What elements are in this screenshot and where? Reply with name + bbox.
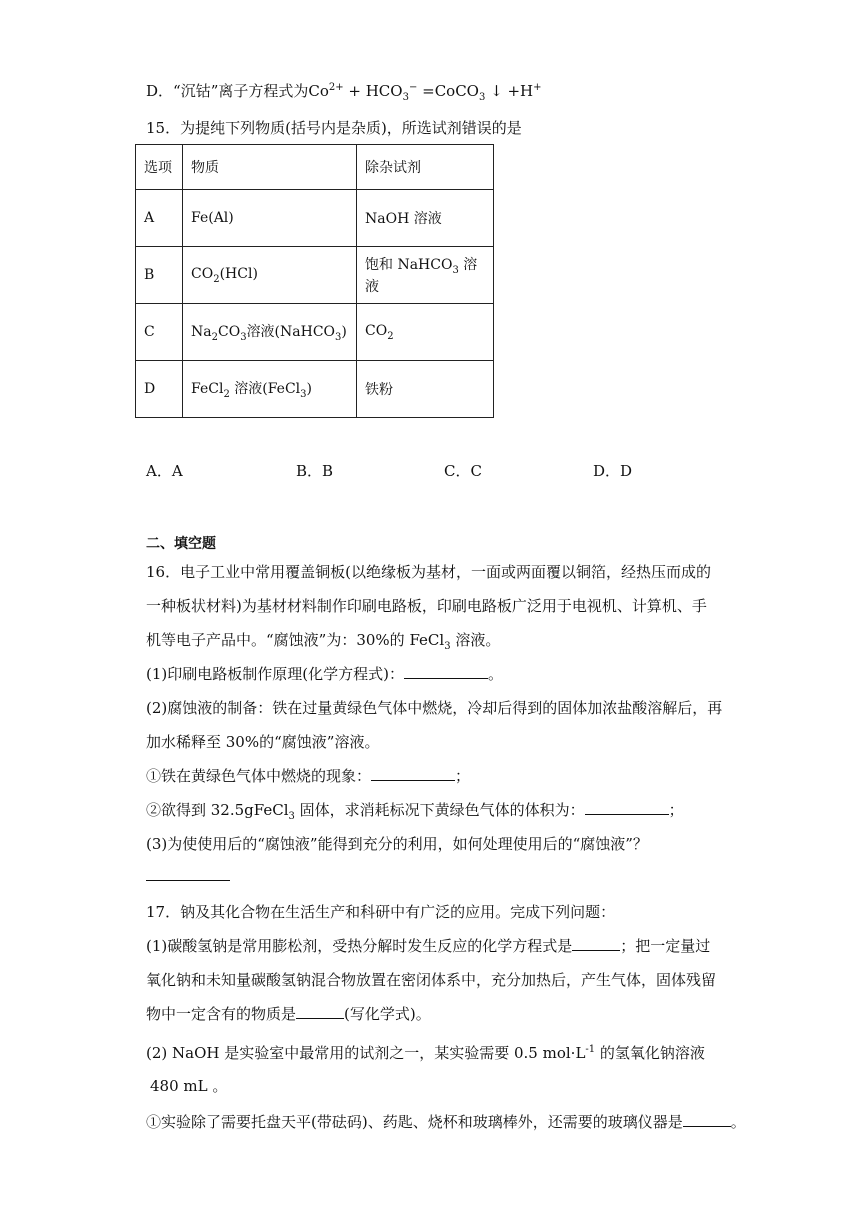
q16-part-2-line-2: 加水稀释至 30%的“腐蚀液”溶液。 (146, 733, 380, 751)
q17-part-1-line-3: 物中一定含有的物质是 (写化学式)。 (146, 1005, 431, 1023)
header-option: 选项 (136, 145, 183, 190)
answer-blank[interactable] (371, 766, 455, 781)
answer-blank[interactable] (572, 936, 620, 951)
q17-part-1-line-2: 氧化钠和未知量碳酸氢钠混合物放置在密闭体系中，充分加热后，产生气体，固体残留 (146, 971, 717, 989)
row-a-option: A (136, 190, 183, 247)
q17-part-2-line-1: (2) NaOH 是实验室中最常用的试剂之一，某实验需要 0.5 $mol\cdot L^{-1}$ 的氢氧化钠溶液 (146, 1044, 705, 1062)
row-a-reagent: NaOH 溶液 (357, 190, 494, 247)
q17-part-1-line-1: (1)碳酸氢钠是常用膨松剂，受热分解时发生反应的化学方程式是 ；把一定量过 (146, 937, 711, 955)
answer-blank[interactable] (585, 800, 669, 815)
table-row (136, 304, 494, 361)
table-row (136, 247, 494, 304)
q16-line-2: 一种板状材料)为基材材料制作印刷电路板，印刷电路板广泛用于电视机、计算机、手 (146, 597, 707, 615)
q16-part-2-line-1: (2)腐蚀液的制备：铁在过量黄绿色气体中燃烧，冷却后得到的固体加浓盐酸溶解后，再 (146, 699, 723, 717)
q14-option-d: D．“沉钴”离子方程式为$Co^{2+} + HCO_3^-$ =CoCO$_3$ ↓ +H+ (146, 82, 542, 103)
answer-blank[interactable] (683, 1112, 731, 1127)
q16-line-3: 机等电子产品中。“腐蚀液”为：30%的 FeCl$_3$ 溶液。 (146, 631, 501, 652)
row-a-substance: Fe(Al) (183, 190, 357, 247)
choice-d[interactable]: D．D (593, 462, 633, 480)
row-c-substance: $Na_2CO_3$溶液(NaHCO$_3$) (183, 304, 357, 361)
header-substance: 物质 (183, 145, 357, 190)
table-header-row (136, 145, 494, 190)
header-reagent: 除杂试剂 (357, 145, 494, 190)
q16-line-1: 16．电子工业中常用覆盖铜板(以绝缘板为基材，一面或两面覆以铜箔，经热压而成的 (146, 563, 711, 581)
section-title: 二、填空题 (146, 536, 216, 552)
table-row (136, 190, 494, 247)
row-d-substance: FeCl$_2$ 溶液(FeCl$_3$) (183, 361, 357, 418)
q16-part-2b: ②欲得到 32.5gFeCl$_3$ 固体，求消耗标况下黄绿色气体的体积为： ； (146, 801, 684, 822)
row-d-reagent: 铁粉 (357, 361, 494, 418)
q17-part-2-line-2: 480 mL 。 (150, 1077, 228, 1095)
q16-part-3-answer (146, 866, 230, 886)
q15-table (135, 144, 494, 418)
q15-stem: 15．为提纯下列物质(括号内是杂质)，所选试剂错误的是 (146, 119, 522, 137)
answer-blank[interactable] (404, 664, 488, 679)
row-c-option: C (136, 304, 183, 361)
table-row (136, 361, 494, 418)
choice-a[interactable]: A．A (146, 462, 183, 480)
answer-blank[interactable] (296, 1004, 344, 1019)
choice-c[interactable]: C．C (444, 462, 482, 480)
row-b-option: B (136, 247, 183, 304)
answer-blank[interactable] (146, 866, 230, 881)
q16-part-3: (3)为使使用后的“腐蚀液”能得到充分的利用，如何处理使用后的“腐蚀液”？ (146, 835, 648, 853)
q16-part-1: (1)印刷电路板制作原理(化学方程式)： 。 (146, 665, 503, 683)
q16-part-2a: ①铁在黄绿色气体中燃烧的现象： ； (146, 767, 471, 785)
row-b-reagent: 饱和 NaHCO$_3$ 溶液 (357, 247, 494, 304)
q17-part-2a: ①实验除了需要托盘天平(带砝码)、药匙、烧杯和玻璃棒外，还需要的玻璃仪器是 。 (146, 1113, 746, 1131)
choice-b[interactable]: B．B (296, 462, 334, 480)
row-c-reagent: $CO_2$ (357, 304, 494, 361)
row-d-option: D (136, 361, 183, 418)
row-b-substance: $CO_2(HCl)$ (183, 247, 357, 304)
q17-line-1: 17．钠及其化合物在生活生产和科研中有广泛的应用。完成下列问题： (146, 903, 616, 921)
